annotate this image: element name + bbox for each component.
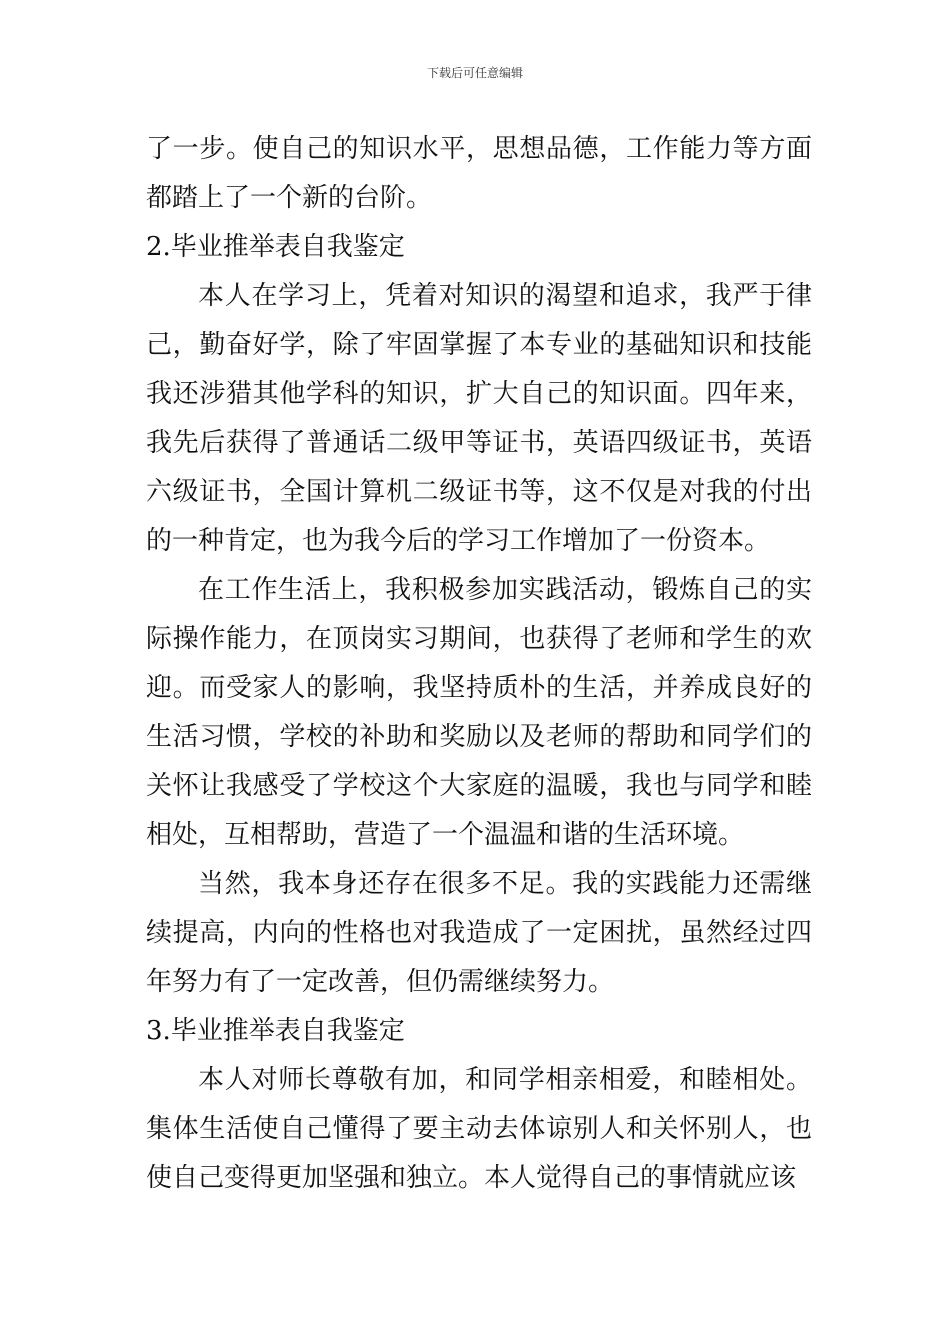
- paragraph-study: 本人在学习上，凭着对知识的渴望和追求，我严于律己，勤奋好学，除了牢固掌握了本专业的基础知识和技能我还涉猎其他学科的知识，扩大自己的知识面。四年来，我先后获得了普通话二级甲等证书，英语四级证书，英语六级证书，全国计算机二级证书等，这不仅是对我的付出的一种肯定，也为我今后的学习工作增加了一份资本。: [146, 281, 812, 556]
- paragraph-continuation: 了一步。使自己的知识水平，思想品德，工作能力等方面都踏上了一个新的台阶。: [146, 134, 812, 213]
- document-body: [146, 125, 812, 1203]
- paragraph-relations: 本人对师长尊敬有加，和同学相亲相爱，和睦相处。集体生活使自己懂得了要主动去体谅别人和关怀别人，也使自己变得更加坚强和独立。本人觉得自己的事情就应该: [146, 1065, 812, 1193]
- paragraph-shortcomings: 当然，我本身还存在很多不足。我的实践能力还需继续提高，内向的性格也对我造成了一定困扰，虽然经过四年努力有了一定改善，但仍需继续努力。: [146, 869, 812, 997]
- section-heading-2: 2.毕业推举表自我鉴定: [146, 232, 405, 262]
- section-heading-3: 3.毕业推举表自我鉴定: [146, 1016, 405, 1046]
- paragraph-work-life: 在工作生活上，我积极参加实践活动，锻炼自己的实际操作能力，在顶岗实习期间，也获得了老师和学生的欢迎。而受家人的影响，我坚持质朴的生活，并养成良好的生活习惯，学校的补助和奖励以及老师的帮助和同学们的关怀让我感受了学校这个大家庭的温暖，我也与同学和睦相处，互相帮助，营造了一个温温和谐的生活环境。: [146, 575, 812, 850]
- page-header: 下载后可任意编辑: [426, 66, 523, 80]
